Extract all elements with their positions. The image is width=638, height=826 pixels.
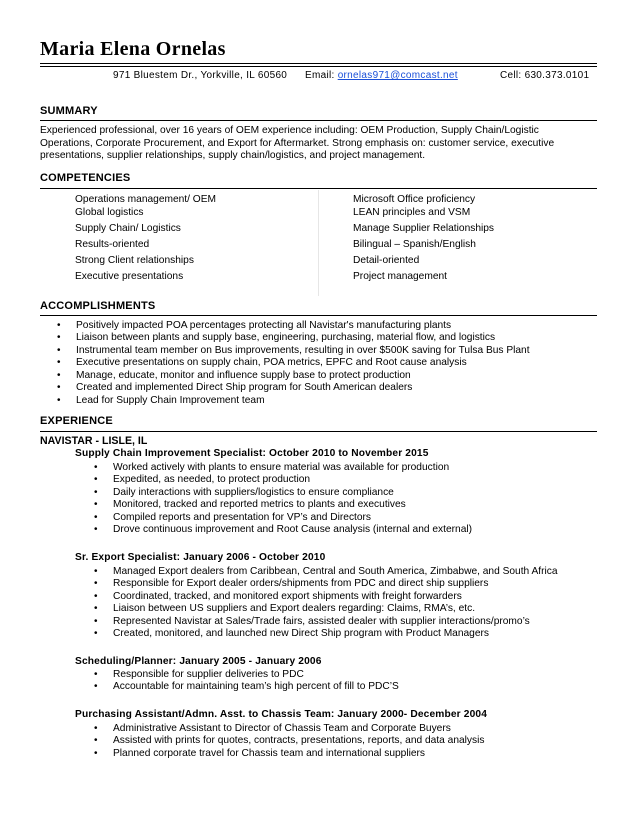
list-item: • Planned corporate travel for Chassis team and international suppliers: [94, 748, 484, 760]
summary-rule: [40, 120, 597, 121]
competency-item: Strong Client relationships: [75, 255, 194, 266]
role-title: Scheduling/Planner: January 2005 - January 2006: [75, 656, 322, 667]
list-item: • Liaison between US suppliers and Export dealers regarding: Claims, RMA’s, etc.: [94, 603, 558, 615]
role-duties-list: [94, 566, 558, 641]
list-item: • Expedited, as needed, to protect production: [94, 474, 472, 486]
competency-item: Executive presentations: [75, 271, 184, 282]
competencies-rule: [40, 188, 597, 189]
list-item: • Responsible for Export dealer orders/shipments from PDC and direct ship suppliers: [94, 578, 558, 590]
list-item: • Responsible for supplier deliveries to PDC: [94, 669, 399, 681]
role-title: Sr. Export Specialist: January 2006 - October 2010: [75, 552, 326, 563]
competency-item: Operations management/ OEM: [75, 194, 216, 205]
summary-text: [40, 125, 596, 163]
candidate-name: Maria Elena Ornelas: [40, 38, 226, 60]
email-line: [305, 70, 458, 81]
list-item: • Positively impacted POA percentages protecting all Navistar's manufacturing plants: [57, 320, 530, 332]
list-item: • Accountable for maintaining team’s high percent of fill to PDC’S: [94, 681, 399, 693]
list-item: • Created, monitored, and launched new Direct Ship program with Product Managers: [94, 628, 558, 640]
role-duties-list: [94, 462, 472, 537]
list-item: • Assisted with prints for quotes, contracts, presentations, reports, and data analysis: [94, 735, 484, 747]
competency-item: LEAN principles and VSM: [353, 207, 471, 218]
summary-heading: SUMMARY: [40, 105, 98, 117]
summary-line: Operations, Corporate Procurement, and Export for Aftermarket. Strong emphasis on: customer service, executive: [40, 137, 555, 149]
email-link[interactable]: ornelas971@comcast.net: [337, 70, 458, 81]
list-item: • Managed Export dealers from Caribbean, Central and South America, Zimbabwe, and South Africa: [94, 566, 558, 578]
list-item: • Drove continuous improvement and Root Cause analysis (internal and external): [94, 524, 472, 536]
role-duties-list: [94, 669, 399, 694]
list-item: • Coordinated, tracked, and monitored export shipments with freight forwarders: [94, 591, 558, 603]
list-item: • Administrative Assistant to Director of Chassis Team and Corporate Buyers: [94, 723, 484, 735]
address: 971 Bluestem Dr., Yorkville, IL 60560: [113, 70, 288, 81]
summary-line: presentations, supplier relationships, supply chain/logistics, and project management.: [40, 150, 426, 162]
competency-item: Bilingual – Spanish/English: [353, 239, 476, 250]
role-duties-list: [94, 723, 484, 760]
competency-item: Microsoft Office proficiency: [353, 194, 476, 205]
list-item: • Manage, educate, monitor and influence supply base to protect production: [57, 370, 530, 382]
accomplishments-rule: [40, 315, 597, 316]
competency-item: Global logistics: [75, 207, 144, 218]
list-item: • Instrumental team member on Bus improvements, resulting in over $500K saving for Tulsa Bus Plant: [57, 345, 530, 357]
accomplishments-list: [57, 320, 530, 407]
list-item: • Liaison between plants and supply base, engineering, purchasing, material flow, and logistics: [57, 332, 530, 344]
company-name: NAVISTAR - LISLE, IL: [40, 435, 148, 447]
summary-line: Experienced professional, over 16 years of OEM experience including: OEM Production, Supply Chain/Logistic: [40, 125, 539, 136]
phone: Cell: 630.373.0101: [500, 70, 590, 81]
list-item: • Compiled reports and presentation for VP’s and Directors: [94, 512, 472, 524]
competency-item: Manage Supplier Relationships: [353, 223, 495, 234]
list-item: • Daily interactions with suppliers/logistics to ensure compliance: [94, 487, 472, 499]
experience-heading: EXPERIENCE: [40, 415, 113, 427]
competency-item: Supply Chain/ Logistics: [75, 223, 181, 234]
competency-item: Detail-oriented: [353, 255, 420, 266]
competency-item: Project management: [353, 271, 448, 282]
accomplishments-heading: ACCOMPLISHMENTS: [40, 300, 156, 312]
header-rule-bottom: [40, 66, 597, 67]
role-title: Supply Chain Improvement Specialist: October 2010 to November 2015: [75, 448, 429, 459]
list-item: • Created and implemented Direct Ship program for South American dealers: [57, 382, 530, 394]
experience-rule: [40, 431, 597, 432]
header-rule-top: [40, 63, 597, 64]
list-item: • Executive presentations on supply chain, POA metrics, EPFC and Root cause analysis: [57, 357, 530, 369]
list-item: • Monitored, tracked and reported metrics to plants and executives: [94, 499, 472, 511]
competencies-heading: COMPETENCIES: [40, 172, 131, 184]
competency-item: Results-oriented: [75, 239, 150, 250]
competencies-divider: [318, 190, 319, 296]
list-item: • Worked actively with plants to ensure material was available for production: [94, 462, 472, 474]
role-title: Purchasing Assistant/Admn. Asst. to Chassis Team: January 2000- December 2004: [75, 709, 488, 720]
email-label: Email:: [305, 70, 335, 81]
list-item: • Represented Navistar at Sales/Trade fairs, assisted dealer with supplier interactions/promo’s: [94, 616, 558, 628]
list-item: • Lead for Supply Chain Improvement team: [57, 395, 530, 407]
